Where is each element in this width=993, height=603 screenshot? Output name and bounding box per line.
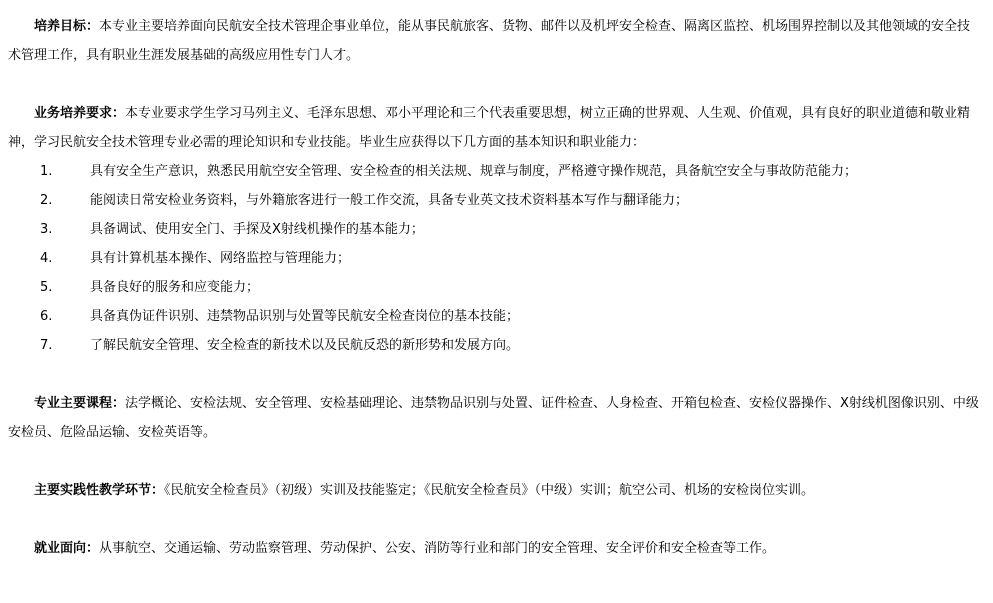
list-item-text: 具有计算机基本操作、网络监控与管理能力； xyxy=(90,251,351,266)
employment-text: 从事航空、交通运输、劳动监察管理、劳动保护、公安、消防等行业和部门的安全管理、安全评价和安全检查等工作。 xyxy=(99,541,776,556)
list-item-text: 具有安全生产意识，熟悉民用航空安全管理、安全检查的相关法规、规章与制度，严格遵守操作规范，具备航空安全与事故防范能力； xyxy=(90,164,858,179)
list-item-number: 3. xyxy=(40,222,53,237)
courses-paragraph xyxy=(8,389,981,447)
spacer xyxy=(8,360,981,389)
spacer xyxy=(8,447,981,476)
list-item-number: 2. xyxy=(40,193,53,208)
courses-text: 法学概论、安检法规、安全管理、安检基础理论、违禁物品识别与处置、证件检查、人身检查、开箱包检查、安检仪器操作、X射线机图像识别、中级安检员、危险品运输、安检英语等。 xyxy=(8,396,979,440)
list-item-text: 能阅读日常安检业务资料，与外籍旅客进行一般工作交流，具备专业英文技术资料基本写作与翻译能力； xyxy=(90,193,689,208)
courses-label: 专业主要课程： xyxy=(34,396,126,411)
list-item-number: 5. xyxy=(40,280,53,295)
list-item-text: 具备真伪证件识别、违禁物品识别与处置等民航安全检查岗位的基本技能； xyxy=(90,309,520,324)
list-item xyxy=(8,215,981,244)
requirements-paragraph xyxy=(8,99,981,157)
requirements-label: 业务培养要求： xyxy=(34,106,126,121)
list-item xyxy=(8,302,981,331)
list-item-number: 7. xyxy=(40,338,53,353)
training-goal-text: 本专业主要培养面向民航安全技术管理企事业单位，能从事民航旅客、货物、邮件以及机坪安全检查、隔离区监控、机场围界控制以及其他领域的安全技术管理工作，具有职业生涯发展基础的高级应用性专门人才。 xyxy=(8,19,971,63)
list-item-text: 了解民航安全管理、安全检查的新技术以及民航反恐的新形势和发展方向。 xyxy=(90,338,520,353)
list-item-text: 具备良好的服务和应变能力； xyxy=(90,280,260,295)
requirements-list xyxy=(8,157,981,360)
training-goal-label: 培养目标： xyxy=(34,19,100,34)
employment-label: 就业面向： xyxy=(34,541,100,556)
spacer xyxy=(8,505,981,534)
practice-paragraph xyxy=(8,476,981,505)
list-item-text: 具备调试、使用安全门、手探及X射线机操作的基本能力； xyxy=(90,222,424,237)
practice-label: 主要实践性教学环节： xyxy=(34,483,165,498)
list-item-number: 1. xyxy=(40,164,53,179)
list-item xyxy=(8,186,981,215)
list-item-number: 6. xyxy=(40,309,53,324)
list-item xyxy=(8,273,981,302)
list-item xyxy=(8,331,981,360)
spacer xyxy=(8,70,981,99)
list-item xyxy=(8,244,981,273)
list-item-number: 4. xyxy=(40,251,53,266)
practice-text: 《民航安全检查员》（初级）实训及技能鉴定；《民航安全检查员》（中级）实训；航空公司、机场的安检岗位实训。 xyxy=(164,483,815,498)
requirements-text: 本专业要求学生学习马列主义、毛泽东思想、邓小平理论和三个代表重要思想，树立正确的世界观、人生观、价值观，具有良好的职业道德和敬业精神，学习民航安全技术管理专业必需的理论知识和专业技能。毕业生应获得以下几方面的基本知识和职业能力： xyxy=(8,106,971,150)
employment-paragraph xyxy=(8,534,981,563)
training-goal-paragraph xyxy=(8,12,981,70)
list-item xyxy=(8,157,981,186)
